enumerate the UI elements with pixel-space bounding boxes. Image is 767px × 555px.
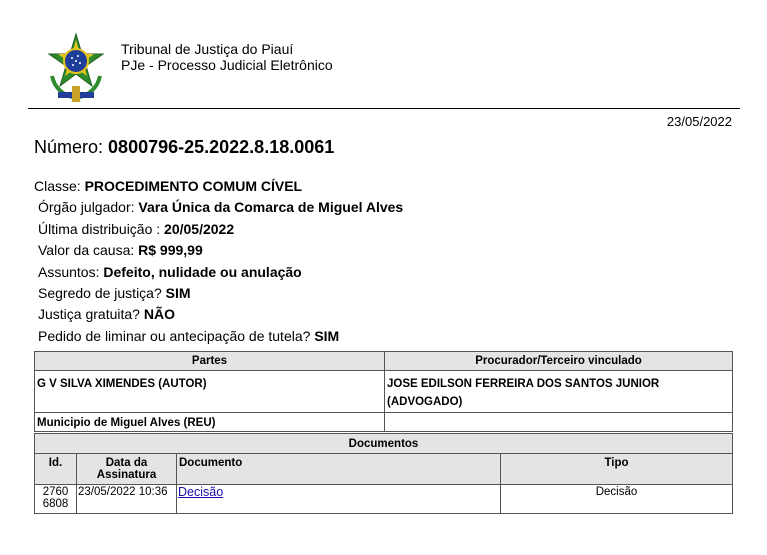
documentos-title: Documentos xyxy=(35,434,733,454)
field-pedido-liminar: Pedido de liminar ou antecipação de tutela? SIM xyxy=(38,327,340,344)
document-date: 23/05/2022 xyxy=(666,114,732,129)
process-number-value: 0800796-25.2022.8.18.0061 xyxy=(108,137,335,157)
document-header xyxy=(42,32,732,108)
doc-tipo-cell: Decisão xyxy=(501,485,733,514)
procurador-header: Procurador/Terceiro vinculado xyxy=(385,352,733,371)
doc-id-cell: 27606808 xyxy=(35,485,77,514)
court-name: Tribunal de Justiça do Piauí xyxy=(121,41,294,57)
parte-cell: Municipio de Miguel Alves (REU) xyxy=(35,413,385,432)
procurador-cell xyxy=(385,413,733,432)
field-valor-causa: Valor da causa: R$ 999,99 xyxy=(38,242,203,259)
procurador-cell: JOSE EDILSON FERREIRA DOS SANTOS JUNIOR (ADVOGADO) xyxy=(385,371,733,413)
tipo-header: Tipo xyxy=(501,454,733,485)
brazil-coat-of-arms-icon xyxy=(42,32,110,106)
process-number-label: Número: xyxy=(34,137,104,157)
header-divider xyxy=(28,108,740,109)
system-name: PJe - Processo Judicial Eletrônico xyxy=(121,57,333,73)
parte-cell: G V SILVA XIMENDES (AUTOR) xyxy=(35,371,385,413)
documentos-table xyxy=(34,433,733,514)
table-row xyxy=(35,485,733,514)
process-number xyxy=(34,137,334,158)
field-assuntos: Assuntos: Defeito, nulidade ou anulação xyxy=(38,263,302,280)
doc-data-cell: 23/05/2022 10:36 xyxy=(77,485,177,514)
documento-header: Documento xyxy=(177,454,501,485)
process-fields xyxy=(34,176,403,347)
doc-documento-cell xyxy=(177,485,501,514)
partes-header: Partes xyxy=(35,352,385,371)
partes-table xyxy=(34,351,733,432)
documentos-header-row xyxy=(35,454,733,485)
field-justica-gratuita: Justiça gratuita? NÃO xyxy=(38,306,175,323)
field-orgao-julgador: Órgão julgador: Vara Única da Comarca de Miguel Alves xyxy=(38,199,404,216)
field-classe: Classe: PROCEDIMENTO COMUM CÍVEL xyxy=(34,178,303,194)
table-row xyxy=(35,371,733,413)
documentos-title-row xyxy=(35,434,733,454)
table-row xyxy=(35,413,733,432)
documento-link[interactable]: Decisão xyxy=(178,485,224,499)
partes-header-row xyxy=(35,352,733,371)
field-ultima-distribuicao: Última distribuição : 20/05/2022 xyxy=(38,220,235,237)
data-assinatura-header: Data da Assinatura xyxy=(77,454,177,485)
field-segredo-justica: Segredo de justiça? SIM xyxy=(38,285,191,302)
court-title-block xyxy=(121,41,333,73)
id-header: Id. xyxy=(35,454,77,485)
